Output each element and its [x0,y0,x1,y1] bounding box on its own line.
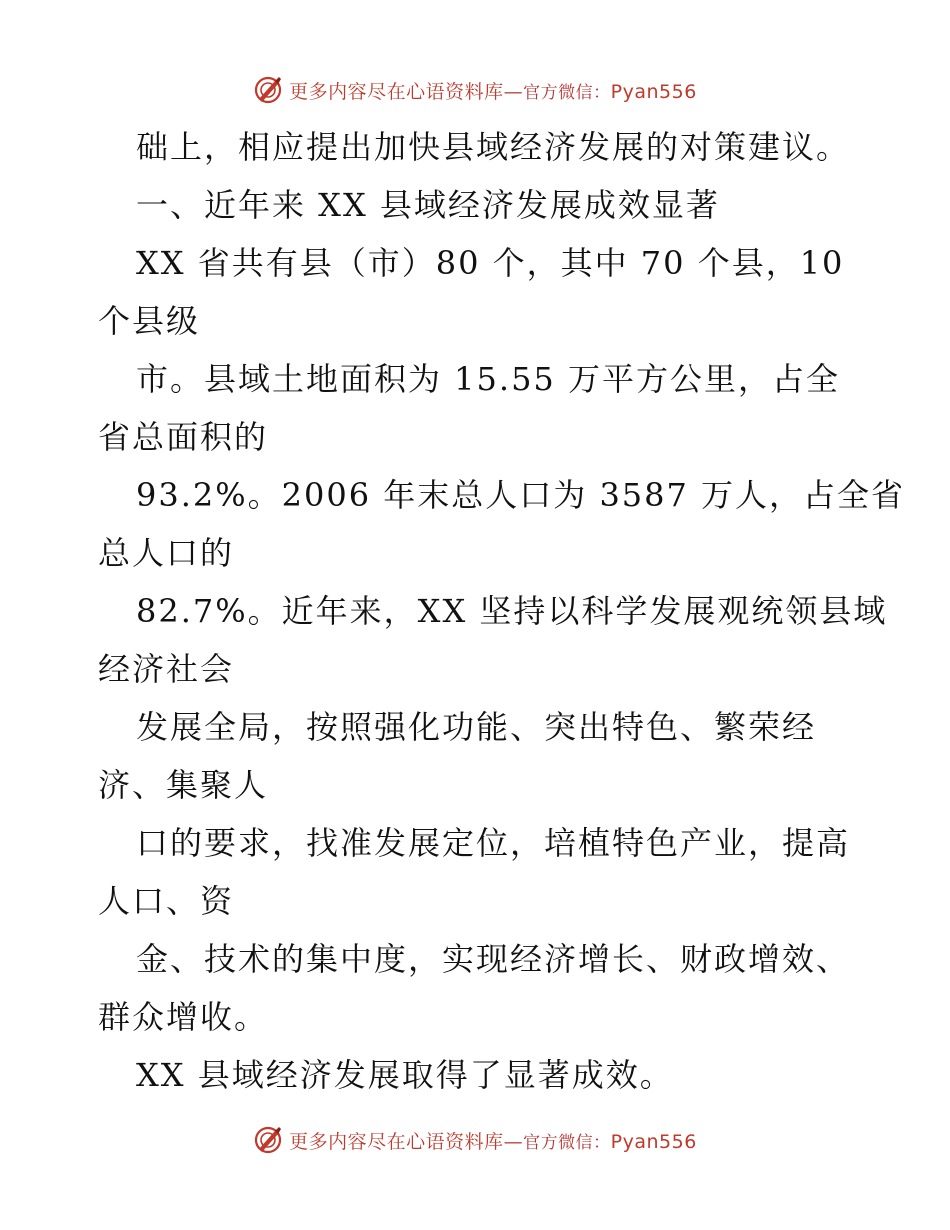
footer-banner [0,1120,950,1160]
body-line: 人口、资 [98,882,235,920]
banner-dash: — [503,80,524,103]
header-banner [0,70,950,110]
pen-logo-icon [253,75,283,105]
banner-wechat-id: Pyan556 [610,1130,697,1153]
body-line: 金、技术的集中度，实现经济增长、财政增效、 [136,940,851,978]
body-line: 口的要求，找准发展定位，培植特色产业，提高 [136,824,851,862]
body-line: 础上，相应提出加快县域经济发展的对策建议。 [136,128,851,166]
pen-logo-icon [253,1125,283,1155]
body-line: 群众增收。 [98,998,269,1036]
body-line: 济、集聚人 [98,766,269,804]
body-line: XX 省共有县（市）80 个，其中 70 个县，10 [136,244,845,282]
banner-dash: — [503,1130,524,1153]
body-line: 总人口的 [98,534,235,572]
body-line: 93.2%。2006 年末总人口为 3587 万人，占全省 [136,476,906,514]
banner-main-text: 更多内容尽在心语资料库 [289,1130,504,1153]
body-line: 经济社会 [98,650,235,688]
banner-main-text: 更多内容尽在心语资料库 [289,80,504,103]
banner-wechat-label: 官方微信： [523,1132,611,1153]
document-body [98,118,906,1104]
banner-wechat-label: 官方微信： [523,82,611,103]
body-line: 省总面积的 [98,418,269,456]
body-line: 个县级 [98,302,201,340]
body-line: 82.7%。近年来，XX 坚持以科学发展观统领县域 [136,592,888,630]
banner-wechat-id: Pyan556 [610,80,697,103]
body-line: XX 县域经济发展取得了显著成效。 [136,1056,674,1094]
body-line: 市。县域土地面积为 15.55 万平方公里，占全 [136,360,840,398]
body-line: 发展全局，按照强化功能、突出特色、繁荣经 [136,708,817,746]
section-heading: 一、近年来 XX 县域经济发展成效显著 [136,186,720,224]
